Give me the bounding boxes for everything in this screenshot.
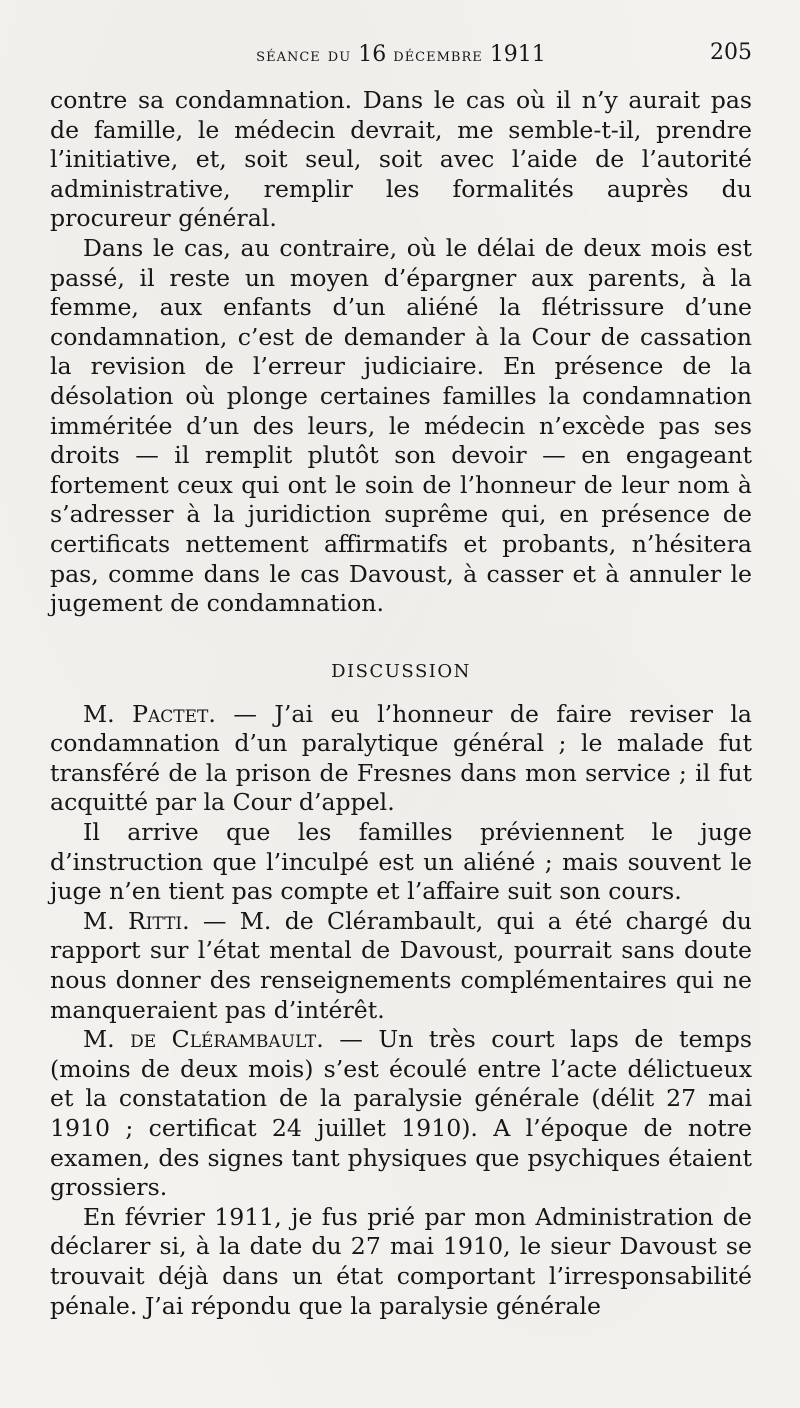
speaker-prefix: M. <box>83 1025 131 1054</box>
page-number: 205 <box>710 40 752 65</box>
speaker-name: de Clérambault <box>130 1025 317 1054</box>
discussion-entry-continuation <box>50 1203 752 1321</box>
entry-text: Il arrive que les familles préviennent le juge d’instruction que l’inculpé est un aliéné ; mais souvent le juge n’en tient pas compte et l’affaire suit son cours. <box>50 818 752 906</box>
speaker-prefix: M. <box>83 906 128 935</box>
discussion-entry-de-clerambault <box>50 1025 752 1203</box>
section-heading-discussion: DISCUSSION <box>331 660 471 682</box>
discussion-entry-pactet <box>50 700 752 818</box>
running-title <box>50 42 752 67</box>
entry-text: En février 1911, je fus prié par mon Administration de déclarer si, à la date du 27 mai 1910, le sieur Davoust se trouvait déjà dans un état comportant l’irresponsabilité pénale. J’ai répondu que la paralysie générale <box>50 1202 752 1320</box>
running-head <box>50 40 752 76</box>
running-title-year: 1911 <box>489 42 546 67</box>
body-paragraph: Dans le cas, au contraire, où le délai de deux mois est passé, il reste un moyen d’épargner aux parents, à la femme, aux enfants d’un aliéné la flétrissure d’une condamnation, c’est de demander à la Cour de cassation la revision de l’erreur judiciaire. En présence de la désolation où plonge certaines familles la condamnation imméritée d’un des leurs, le médecin n’excède pas ses droits — il remplit plutôt son devoir — en engageant fortement ceux qui ont le soin de l’honneur de leur nom à s’adresser à la juridiction suprême qui, en présence de certificats nettement affirmatifs et probants, n’hésitera pas, comme dans le cas Davoust, à casser et à annuler le jugement de condamnation. <box>50 233 752 618</box>
discussion-entry-ritti <box>50 907 752 1025</box>
entry-text: . — M. de Clérambault, qui a été chargé du rapport sur l’état mental de Davoust, pourrait sans doute nous donner des renseignements complémentaires qui ne manqueraient pas d’intérêt. <box>50 906 752 1024</box>
speaker-name: Pactet <box>132 699 209 728</box>
discussion-entry-continuation <box>50 818 752 907</box>
running-title-before: séance du <box>256 44 359 66</box>
speaker-prefix: M. <box>83 699 133 728</box>
entry-text: . — Un très court laps de temps (moins de deux mois) s’est écoulé entre l’acte délictueux et la constatation de la paralysie générale (délit 27 mai 1910 ; certificat 24 juillet 1910). A l’époque de notre examen, des signes tant physiques que psychiques étaient grossiers. <box>50 1025 752 1202</box>
speaker-name: Ritti <box>127 906 183 935</box>
entry-text: . — J’ai eu l’honneur de faire reviser la condamnation d’un paralytique général ; le malade fut transféré de la prison de Fresnes dans mon service ; il fut acquitté par la Cour d’appel. <box>50 699 752 817</box>
running-title-middle: décembre <box>386 44 490 66</box>
running-title-day: 16 <box>358 42 387 67</box>
body-paragraph-continued: contre sa condamnation. Dans le cas où il n’y aurait pas de famille, le médecin devrait, me semble-t-il, prendre l’initiative, et, soit seul, soit avec l’aide de l’autorité administrative, remplir les formalités auprès du procureur général. <box>50 86 752 233</box>
